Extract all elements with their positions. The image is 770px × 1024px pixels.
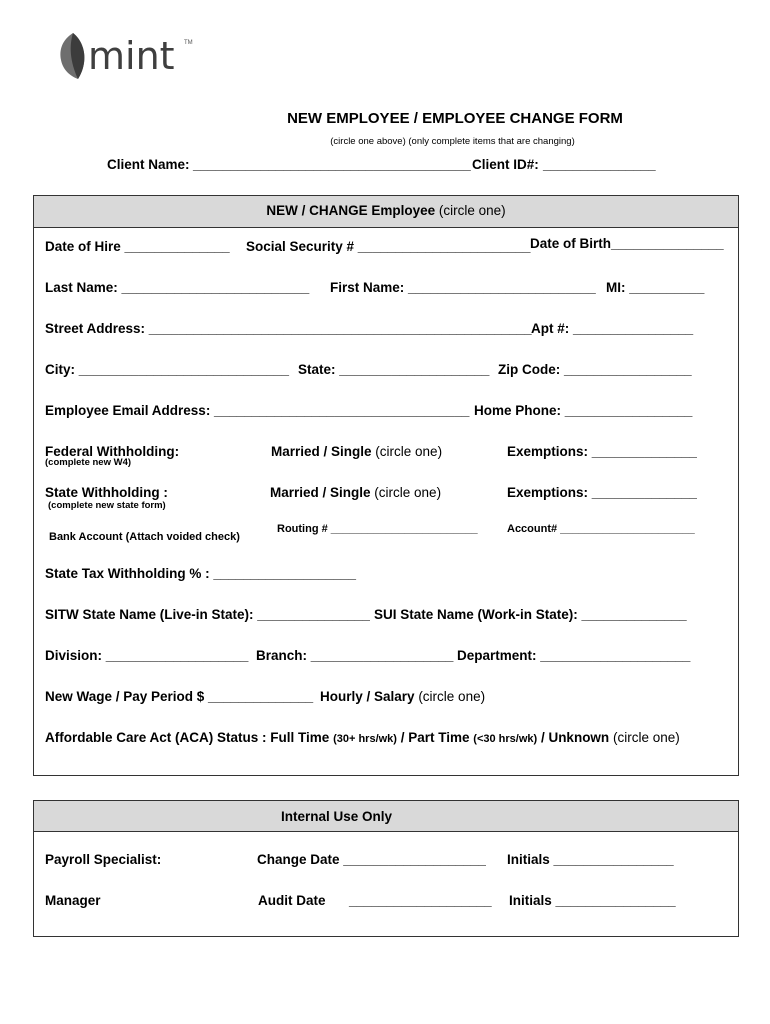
hourly-salary-label: Hourly / Salary xyxy=(320,689,415,704)
new-change-employee-label: NEW / CHANGE Employee xyxy=(266,203,436,218)
state-field[interactable]: State: ____________________ xyxy=(298,362,490,377)
state-tax-withholding-field[interactable]: State Tax Withholding % : ___________________ xyxy=(45,566,357,581)
sitw-state-field[interactable]: SITW State Name (Live-in State): _______________ xyxy=(45,607,370,622)
state-marital-status[interactable] xyxy=(270,485,441,500)
marital-circle-note: (circle one) xyxy=(374,485,442,500)
federal-withholding-note: (complete new W4) xyxy=(45,457,132,468)
manager-initials-field[interactable]: Initials ________________ xyxy=(509,893,676,908)
federal-exemptions-field[interactable]: Exemptions: ______________ xyxy=(507,444,697,459)
bank-account-label: Bank Account (Attach voided check) xyxy=(49,531,240,543)
city-field[interactable]: City: ____________________________ xyxy=(45,362,289,377)
leaf-icon xyxy=(58,32,88,80)
client-name-field[interactable]: _____________________________________ xyxy=(193,157,471,172)
apt-field[interactable]: Apt #: ________________ xyxy=(531,321,694,336)
married-single-label: Married / Single xyxy=(270,485,371,500)
employee-email-field[interactable]: Employee Email Address: __________________________________ xyxy=(45,403,470,418)
aca-circle-note: (circle one) xyxy=(612,730,680,745)
date-of-hire-field[interactable]: Date of Hire ______________ xyxy=(45,239,230,254)
account-field[interactable]: Account# ______________________ xyxy=(507,523,695,535)
audit-date-label: Audit Date xyxy=(258,893,326,908)
state-withholding-label: State Withholding : xyxy=(45,485,168,500)
aca-unknown: / Unknown xyxy=(540,730,610,745)
department-field[interactable]: Department: ____________________ xyxy=(457,648,691,663)
internal-use-header xyxy=(34,801,738,832)
last-name-field[interactable]: Last Name: _________________________ xyxy=(45,280,310,295)
new-wage-field[interactable]: New Wage / Pay Period $ ______________ xyxy=(45,689,314,704)
routing-field[interactable]: Routing # ________________________ xyxy=(277,523,478,535)
married-single-label: Married / Single xyxy=(271,444,372,459)
client-id-field[interactable]: _______________ xyxy=(543,157,656,172)
aca-full-time: Full Time xyxy=(270,730,330,745)
client-id-label: Client ID#: xyxy=(472,157,539,172)
first-name-field[interactable]: First Name: _________________________ xyxy=(330,280,596,295)
internal-use-title: Internal Use Only xyxy=(281,809,393,824)
payroll-initials-field[interactable]: Initials ________________ xyxy=(507,852,674,867)
manager-label: Manager xyxy=(45,893,101,908)
payroll-specialist-label: Payroll Specialist: xyxy=(45,852,162,867)
audit-date-field[interactable]: ___________________ xyxy=(349,893,492,908)
form-title: NEW EMPLOYEE / EMPLOYEE CHANGE FORM xyxy=(287,110,623,127)
aca-full-time-hours: (30+ hrs/wk) xyxy=(333,733,397,745)
state-withholding-note: (complete new state form) xyxy=(48,500,166,511)
logo-wordmark: mint xyxy=(88,34,175,78)
aca-part-time: / Part Time xyxy=(400,730,470,745)
federal-marital-status[interactable] xyxy=(271,444,442,459)
date-of-birth-field[interactable]: Date of Birth_______________ xyxy=(530,236,724,251)
internal-use-section xyxy=(33,800,739,937)
ssn-field[interactable]: Social Security # _______________________ xyxy=(246,239,531,254)
logo-trademark: TM xyxy=(184,40,193,46)
federal-withholding-label: Federal Withholding: xyxy=(45,444,180,459)
client-name-label: Client Name: xyxy=(107,157,190,172)
branch-field[interactable]: Branch: ___________________ xyxy=(256,648,454,663)
change-date-field[interactable]: Change Date ___________________ xyxy=(257,852,486,867)
street-address-field[interactable]: Street Address: ___________________________________________________ xyxy=(45,321,532,336)
home-phone-field[interactable]: Home Phone: _________________ xyxy=(474,403,693,418)
division-field[interactable]: Division: ___________________ xyxy=(45,648,249,663)
aca-status-row[interactable] xyxy=(45,730,680,745)
employee-section-header xyxy=(34,196,738,228)
zip-code-field[interactable]: Zip Code: _________________ xyxy=(498,362,692,377)
marital-circle-note: (circle one) xyxy=(375,444,443,459)
circle-one-note: (circle one) xyxy=(438,203,506,218)
mint-logo xyxy=(58,30,198,80)
state-exemptions-field[interactable]: Exemptions: ______________ xyxy=(507,485,697,500)
aca-status-label: Affordable Care Act (ACA) Status : xyxy=(45,730,267,745)
aca-part-time-hours: (<30 hrs/wk) xyxy=(473,733,538,745)
pay-type-choice[interactable] xyxy=(320,689,485,704)
sui-state-field[interactable]: SUI State Name (Work-in State): ______________ xyxy=(374,607,687,622)
employee-section-title xyxy=(34,203,738,218)
form-subtitle: (circle one above) (only complete items that are changing) xyxy=(330,136,575,147)
pay-type-circle-note: (circle one) xyxy=(418,689,486,704)
mi-field[interactable]: MI: __________ xyxy=(606,280,705,295)
